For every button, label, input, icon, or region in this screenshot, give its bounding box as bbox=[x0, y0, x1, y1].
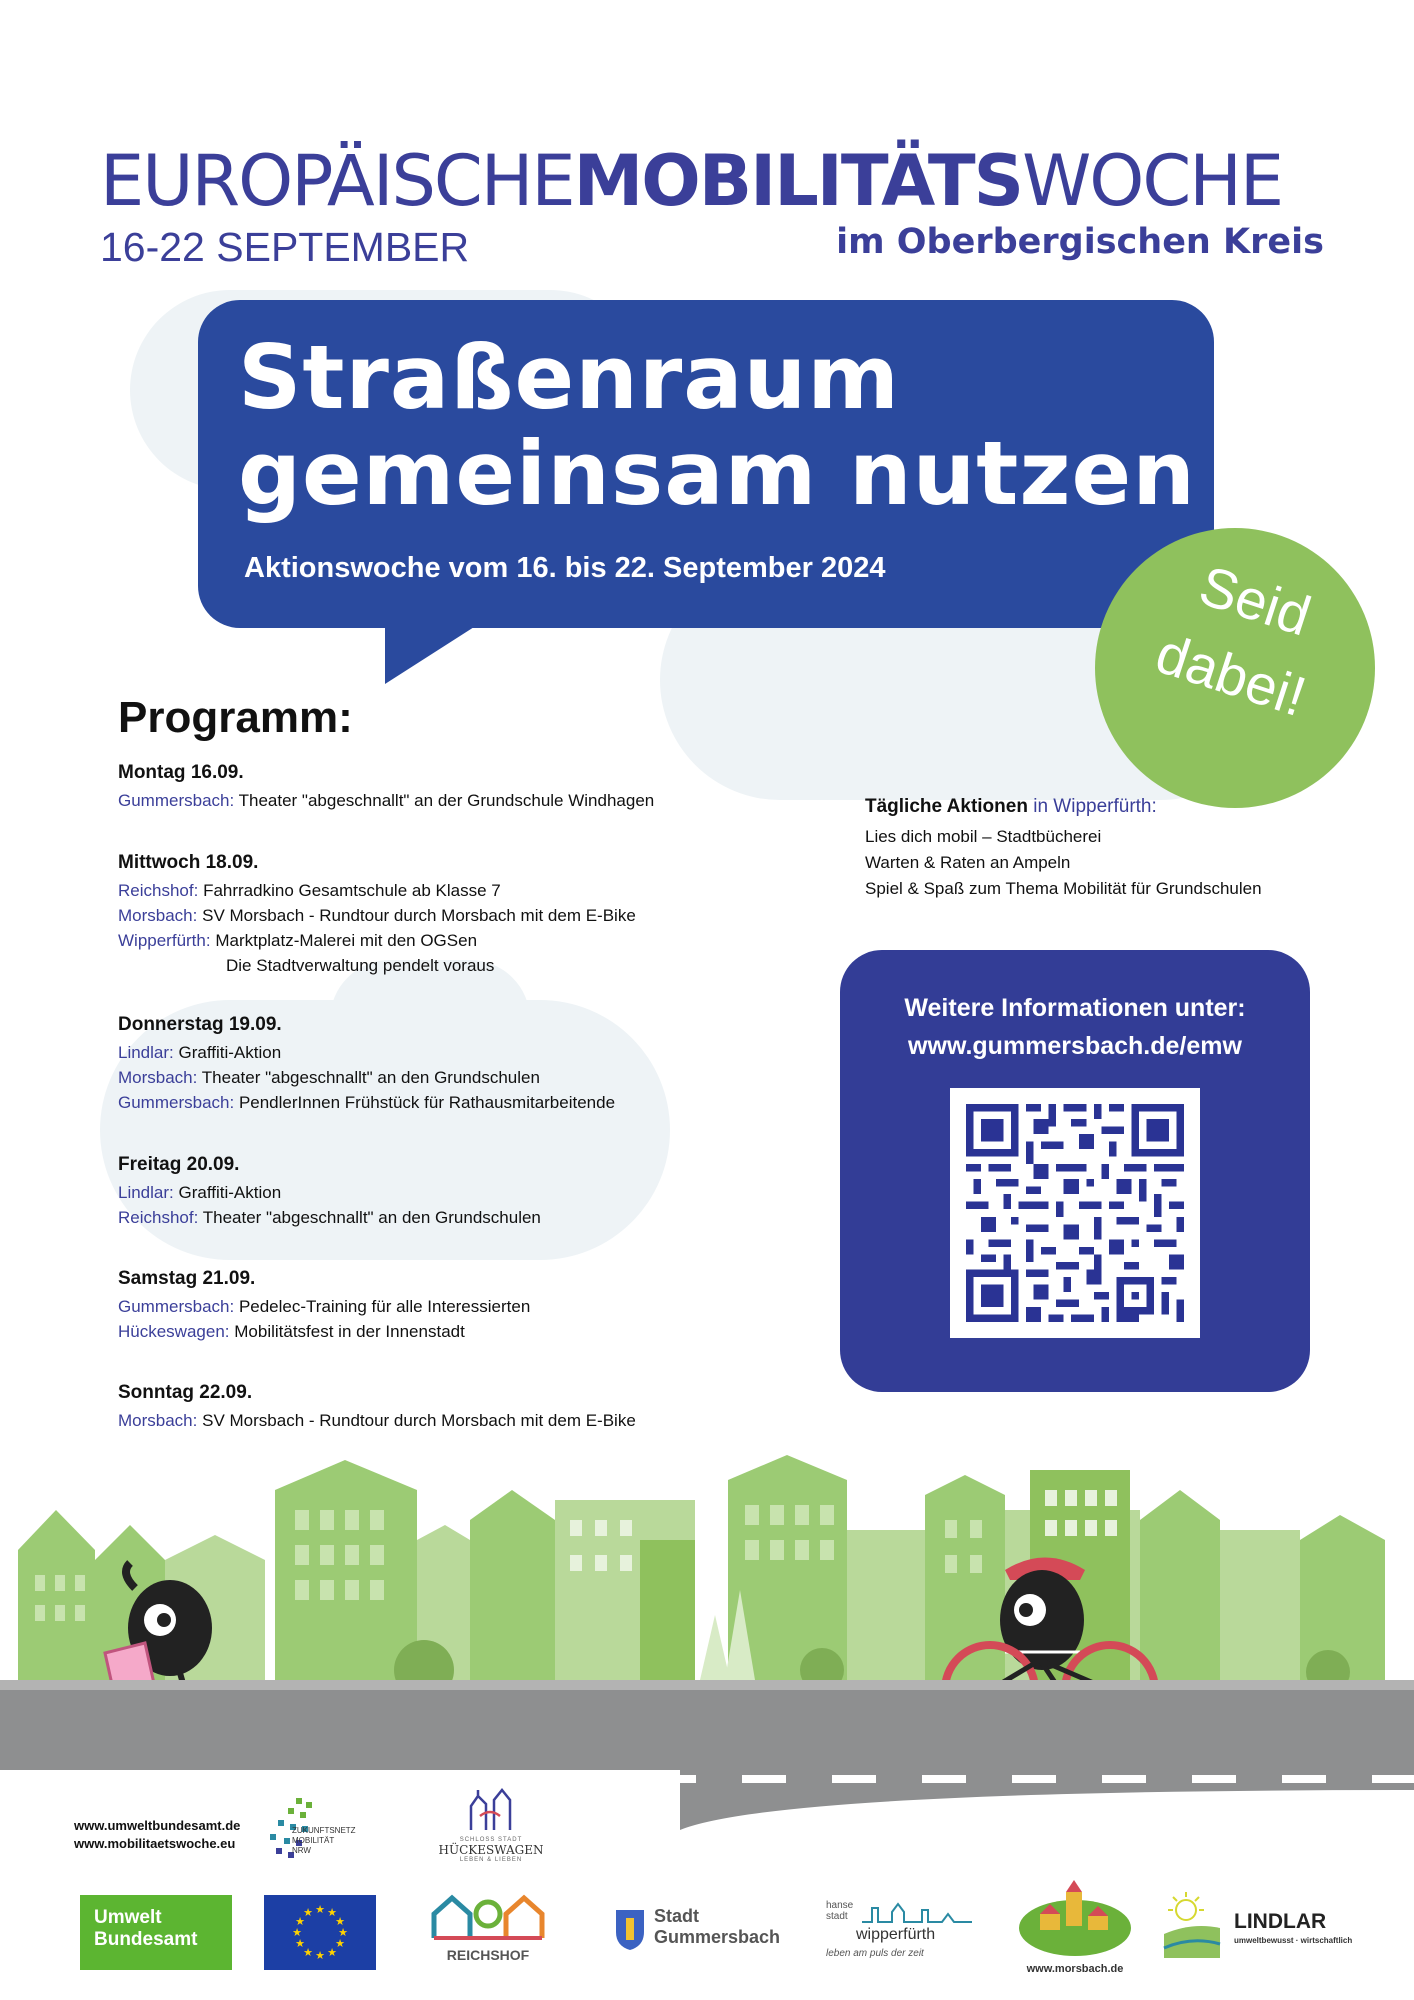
qr-code[interactable] bbox=[950, 1088, 1200, 1338]
lane-dash bbox=[1012, 1775, 1056, 1783]
event-item bbox=[118, 1294, 530, 1319]
program-day bbox=[118, 852, 636, 978]
event-item bbox=[118, 1040, 615, 1065]
event-location: Gummersbach: bbox=[118, 1093, 235, 1112]
lane-dash bbox=[832, 1775, 876, 1783]
road bbox=[0, 1690, 1414, 1778]
hueckeswagen-logo bbox=[436, 1786, 546, 1876]
lane-dash bbox=[922, 1775, 966, 1783]
program-day bbox=[118, 1268, 530, 1344]
lane-dash bbox=[652, 1775, 696, 1783]
event-item bbox=[118, 1090, 615, 1115]
gummersbach-line1: Stadt bbox=[654, 1906, 699, 1926]
svg-text:★: ★ bbox=[315, 1949, 325, 1962]
event-location: Lindlar: bbox=[118, 1043, 174, 1062]
hueckeswagen-name: HÜCKESWAGEN bbox=[438, 1843, 544, 1857]
event-location: Wipperfürth: bbox=[118, 931, 211, 950]
title-part2: MOBILITÄTS bbox=[573, 140, 1023, 222]
event-text: Mobilitätsfest in der Innenstadt bbox=[234, 1322, 465, 1341]
event-dates: 16-22 SEPTEMBER bbox=[100, 224, 470, 270]
event-location: Lindlar: bbox=[118, 1183, 174, 1202]
headline-line2: gemeinsam nutzen bbox=[238, 422, 1196, 525]
wipperfuerth-top1: hanse bbox=[826, 1900, 854, 1911]
reichshof-logo bbox=[420, 1892, 556, 1970]
event-text: Theater "abgeschnallt" an den Grundschulen bbox=[201, 1068, 540, 1087]
program-day bbox=[118, 1154, 541, 1230]
day-title: Samstag 21.09. bbox=[118, 1268, 256, 1289]
event-text: Marktplatz-Malerei mit den OGSen bbox=[215, 931, 478, 950]
event-text: Theater "abgeschnallt" an den Grundschulen bbox=[202, 1208, 541, 1227]
title-part3: WOCHE bbox=[1022, 140, 1283, 222]
reichshof-name: REICHSHOF bbox=[446, 1947, 530, 1963]
eu-stars-icon bbox=[264, 1895, 376, 1970]
zukunftsnetz-text bbox=[292, 1826, 356, 1856]
gummersbach-line2: Gummersbach bbox=[654, 1927, 781, 1947]
daily-title bbox=[865, 796, 1262, 818]
lane-dash bbox=[1102, 1775, 1146, 1783]
qr-code-icon bbox=[966, 1104, 1184, 1322]
headline-subtitle: Aktionswoche vom 16. bis 22. September 2024 bbox=[244, 552, 886, 584]
umweltbundesamt-logo bbox=[80, 1895, 232, 1970]
daily-title-bold: Tägliche Aktionen bbox=[865, 796, 1028, 817]
svg-text:★: ★ bbox=[327, 1946, 337, 1959]
daily-item: Lies dich mobil – Stadtbücherei bbox=[865, 827, 1102, 846]
event-text: Theater "abgeschnallt" an der Grundschule Windhagen bbox=[238, 791, 655, 810]
svg-text:★: ★ bbox=[292, 1926, 302, 1939]
wipperfuerth-logo bbox=[826, 1900, 976, 1970]
bubble-tail bbox=[385, 620, 485, 684]
headline bbox=[238, 326, 1196, 525]
event-item bbox=[118, 878, 636, 903]
event-text: PendlerInnen Frühstück für Rathausmitarbeitende bbox=[238, 1093, 616, 1112]
daily-item: Spiel & Spaß zum Thema Mobilität für Grundschulen bbox=[865, 879, 1262, 898]
event-item bbox=[118, 1408, 636, 1433]
wipperfuerth-slogan: leben am puls der zeit bbox=[826, 1948, 924, 1959]
program-day bbox=[118, 1014, 615, 1115]
event-text: Graffiti-Aktion bbox=[178, 1043, 282, 1062]
program-day bbox=[118, 1382, 636, 1433]
link-mobilitaetswoche[interactable]: www.mobilitaetswoche.eu bbox=[74, 1836, 236, 1851]
event-item bbox=[118, 1180, 541, 1205]
lindlar-name: LINDLAR bbox=[1234, 1910, 1327, 1933]
daily-actions bbox=[865, 796, 1262, 902]
event-item bbox=[118, 928, 636, 953]
zukunftsnetz-line1: ZUKUNFTSNETZ bbox=[292, 1826, 356, 1835]
day-title: Montag 16.09. bbox=[118, 762, 244, 783]
program-day bbox=[118, 762, 654, 813]
event-location: Gummersbach: bbox=[118, 1297, 235, 1316]
event-location: Morsbach: bbox=[118, 1068, 198, 1087]
houses-icon bbox=[428, 1892, 548, 1942]
headline-line1: Straßenraum bbox=[238, 326, 900, 429]
event-location: Gummersbach: bbox=[118, 791, 235, 810]
website-links bbox=[74, 1817, 240, 1853]
morsbach-url[interactable]: www.morsbach.de bbox=[1026, 1963, 1124, 1975]
morsbach-logo bbox=[1012, 1880, 1138, 1974]
event-text: Pedelec-Training für alle Interessierten bbox=[238, 1297, 531, 1316]
castle-icon bbox=[466, 1786, 516, 1832]
zukunftsnetz-line2: MOBILITÄT bbox=[292, 1836, 335, 1845]
event-text: Graffiti-Aktion bbox=[178, 1183, 282, 1202]
svg-text:★: ★ bbox=[335, 1937, 345, 1950]
lane-dash bbox=[1372, 1775, 1414, 1783]
skyline-icon bbox=[862, 1902, 972, 1924]
link-umweltbundesamt[interactable]: www.umweltbundesamt.de bbox=[74, 1818, 241, 1833]
wipperfuerth-name: wipperfürth bbox=[856, 1926, 936, 1943]
svg-text:★: ★ bbox=[295, 1915, 305, 1928]
svg-text:★: ★ bbox=[338, 1926, 348, 1939]
daily-item: Warten & Raten an Ampeln bbox=[865, 853, 1071, 872]
event-region: im Oberbergischen Kreis bbox=[836, 222, 1324, 262]
event-item bbox=[118, 1065, 615, 1090]
event-title bbox=[100, 140, 1282, 222]
event-item bbox=[118, 1205, 541, 1230]
lane-dash bbox=[742, 1775, 786, 1783]
svg-text:★: ★ bbox=[303, 1906, 313, 1919]
coat-of-arms-icon bbox=[614, 1908, 646, 1952]
event-location: Reichshof: bbox=[118, 1208, 199, 1227]
svg-text:★: ★ bbox=[315, 1903, 325, 1916]
zukunftsnetz-line3: NRW bbox=[292, 1846, 311, 1855]
event-item bbox=[118, 953, 636, 978]
day-title: Mittwoch 18.09. bbox=[118, 852, 259, 873]
sun-field-icon bbox=[1162, 1892, 1222, 1962]
svg-text:★: ★ bbox=[335, 1915, 345, 1928]
gummersbach-logo bbox=[614, 1904, 794, 1964]
svg-text:★: ★ bbox=[303, 1946, 313, 1959]
event-item bbox=[118, 903, 636, 928]
daily-title-location: in Wipperfürth: bbox=[1033, 796, 1157, 817]
zukunftsnetz-logo bbox=[266, 1796, 396, 1866]
village-icon bbox=[1016, 1880, 1134, 1958]
wipperfuerth-top bbox=[826, 1900, 853, 1922]
badge-line1: Seid bbox=[1192, 553, 1319, 648]
hueckeswagen-top: SCHLOSS STADT bbox=[459, 1837, 523, 1843]
lindlar-logo bbox=[1162, 1892, 1382, 1968]
wipperfuerth-top2: stadt bbox=[826, 1911, 848, 1922]
program-heading: Programm: bbox=[118, 693, 353, 742]
event-location: Morsbach: bbox=[118, 906, 198, 925]
event-location: Hückeswagen: bbox=[118, 1322, 230, 1341]
lindlar-slogan: umweltbewusst · wirtschaftlich bbox=[1234, 1936, 1353, 1945]
gummersbach-text bbox=[654, 1906, 780, 1948]
title-part1: EUROPÄISCHE bbox=[100, 140, 574, 222]
event-text: Die Stadtverwaltung pendelt voraus bbox=[226, 956, 495, 975]
day-title: Sonntag 22.09. bbox=[118, 1382, 253, 1403]
uba-line1: Umwelt bbox=[94, 1907, 162, 1928]
uba-line2: Bundesamt bbox=[94, 1929, 198, 1950]
event-item bbox=[118, 788, 654, 813]
lane-dash bbox=[1192, 1775, 1236, 1783]
info-url[interactable]: www.gummersbach.de/emw bbox=[908, 1032, 1242, 1060]
event-text: Fahrradkino Gesamtschule ab Klasse 7 bbox=[203, 881, 501, 900]
hueckeswagen-sub: LEBEN & LIEBEN bbox=[459, 1857, 523, 1863]
day-title: Donnerstag 19.09. bbox=[118, 1014, 282, 1035]
day-title: Freitag 20.09. bbox=[118, 1154, 240, 1175]
svg-text:★: ★ bbox=[295, 1937, 305, 1950]
badge-line2: dabei! bbox=[1148, 621, 1314, 729]
eu-flag-logo bbox=[264, 1895, 376, 1970]
svg-text:★: ★ bbox=[327, 1906, 337, 1919]
event-text: SV Morsbach - Rundtour durch Morsbach mit dem E-Bike bbox=[202, 1411, 636, 1430]
event-location: Morsbach: bbox=[118, 1411, 198, 1430]
event-item bbox=[118, 1319, 530, 1344]
lane-dash bbox=[1282, 1775, 1326, 1783]
event-location: Reichshof: bbox=[118, 881, 199, 900]
event-text: SV Morsbach - Rundtour durch Morsbach mit dem E-Bike bbox=[202, 906, 636, 925]
info-label: Weitere Informationen unter: bbox=[904, 994, 1246, 1022]
